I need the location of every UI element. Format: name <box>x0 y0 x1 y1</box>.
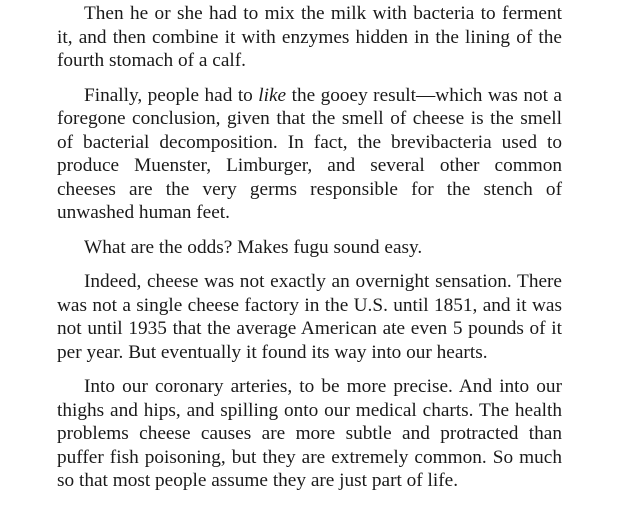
paragraph-3: What are the odds? Makes fugu sound easy. <box>84 236 423 258</box>
paragraph-2-lead: Finally, people had to <box>84 84 259 106</box>
document-page <box>57 2 562 493</box>
emphasis-like: like <box>258 84 287 106</box>
paragraph-5: Into our coronary arteries, to be more precise. And into our thighs and hips, and spilling onto our medical charts. The health problems cheese causes are more subtle and protracted than puffer fish poisoning, but they are extremely common. So much so that most people assume they are just part of life. <box>57 376 562 491</box>
paragraph-1: Then he or she had to mix the milk with bacteria to ferment it, and then combine it with enzymes hidden in the lining of the fourth stomach of a calf. <box>57 3 562 71</box>
paragraph-2-rest: the gooey result—which was not a foregone conclusion, given that the smell of cheese is the smell of bacterial decomposition. In fact, the brevibacteria used to produce Muenster, Limburger, and several other common cheeses are the very germs responsible for the stench of unwashed human feet. <box>57 84 562 223</box>
paragraph-4: Indeed, cheese was not exactly an overnight sensation. There was not a single cheese factory in the U.S. until 1851, and it was not until 1935 that the average American ate even 5 pounds of it per year. But eventually it found its way into our hearts. <box>57 271 562 363</box>
paragraph-2 <box>57 84 562 225</box>
